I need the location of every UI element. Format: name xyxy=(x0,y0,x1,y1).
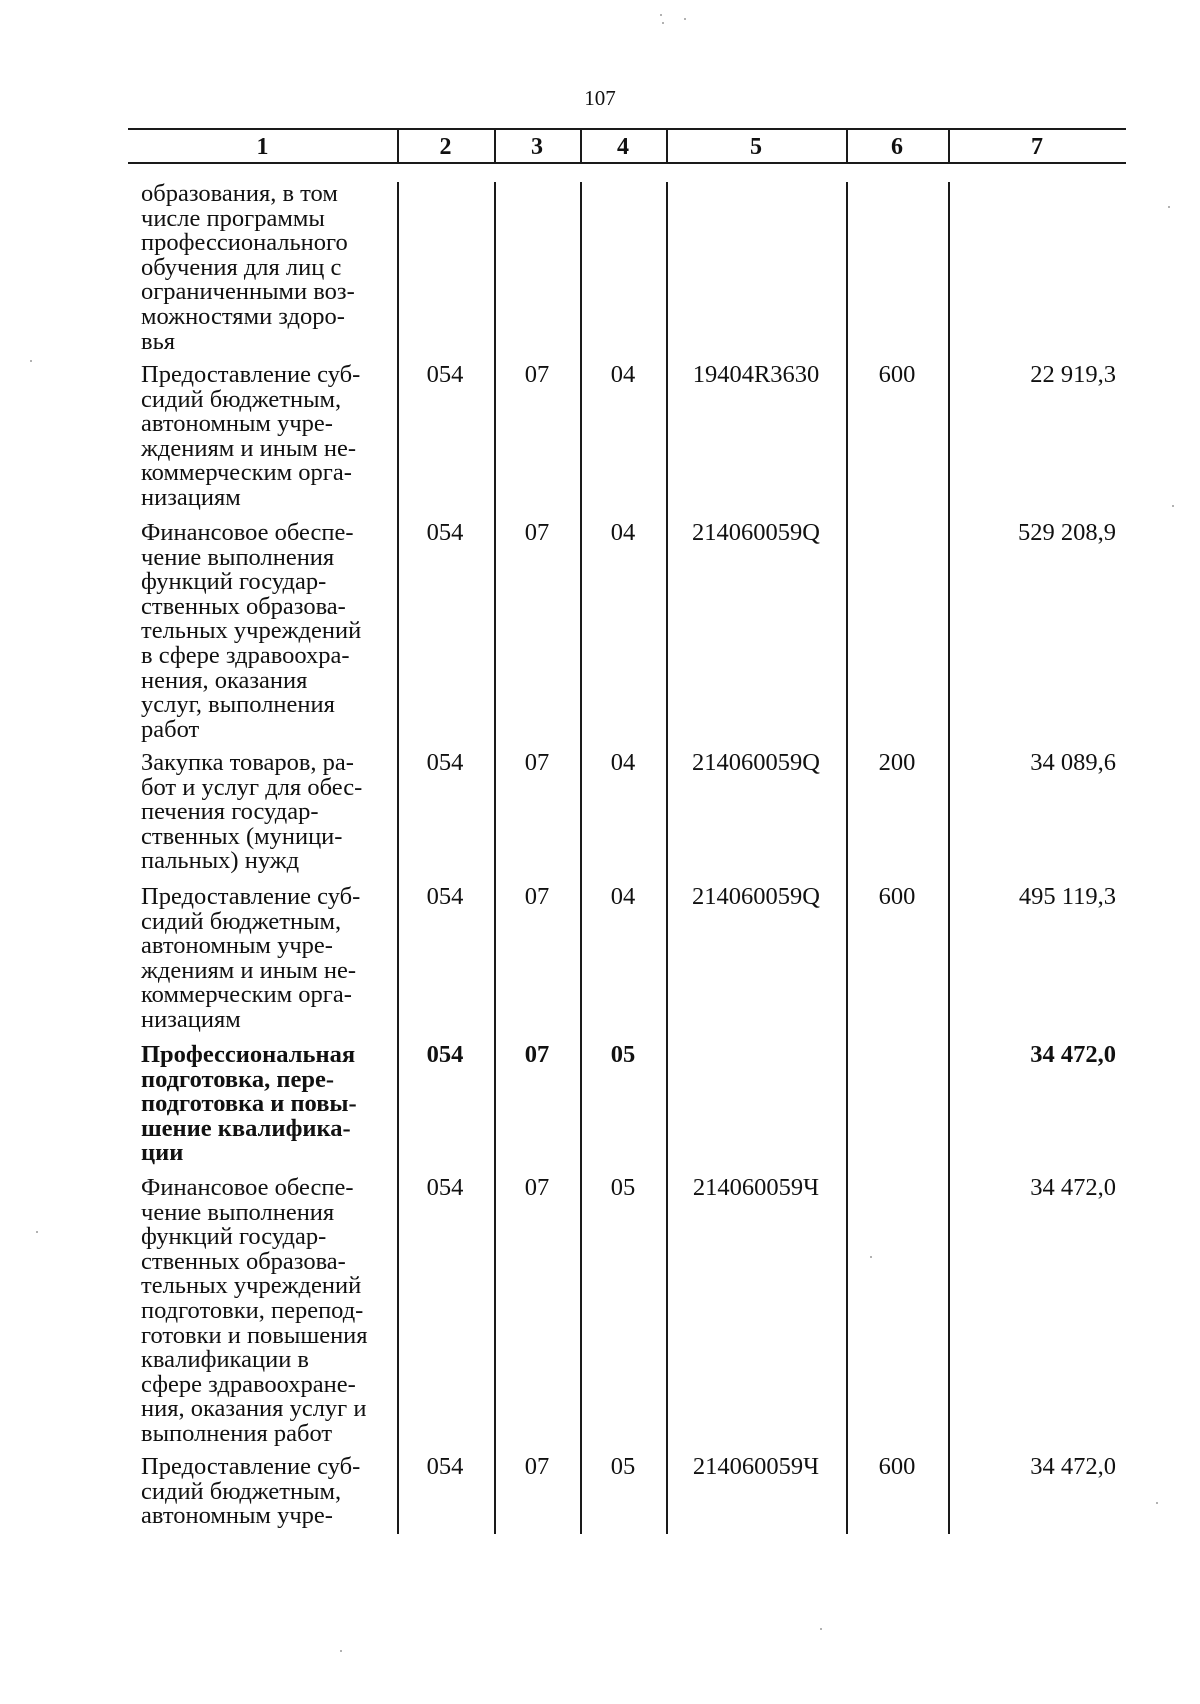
cell-subsection-code: 04 xyxy=(610,883,636,910)
cell-ministry-code: 054 xyxy=(426,1041,464,1068)
cell-subsection-code: 05 xyxy=(610,1174,636,1201)
cell-target-article: 214060059Q xyxy=(692,519,820,546)
scan-speck xyxy=(1156,1502,1158,1504)
cell-amount: 34 472,0 xyxy=(1030,1174,1116,1201)
scan-speck xyxy=(1168,206,1170,208)
cell-amount: 529 208,9 xyxy=(1018,519,1116,546)
cell-ministry-code: 054 xyxy=(426,1453,464,1480)
scan-speck xyxy=(660,14,662,16)
column-header-1: 1 xyxy=(256,134,269,160)
scan-speck xyxy=(870,1256,872,1258)
scan-speck xyxy=(30,360,32,362)
row-description: образования, в том числе программы профессионального обучения для лиц с ограниченными воз- можностями здоро- вья xyxy=(141,180,355,355)
cell-section-code: 07 xyxy=(524,1041,550,1068)
cell-expense-type: 600 xyxy=(878,361,916,388)
row-description: Профессиональная подготовка, пере- подготовка и повы- шение квалифика- ции xyxy=(141,1041,357,1167)
cell-section-code: 07 xyxy=(524,749,550,776)
cell-section-code: 07 xyxy=(524,883,550,910)
scan-speck xyxy=(36,1231,38,1233)
cell-ministry-code: 054 xyxy=(426,361,464,388)
cell-amount: 495 119,3 xyxy=(1018,883,1116,910)
scan-speck xyxy=(684,18,686,20)
cell-target-article: 214060059Ч xyxy=(692,1174,820,1201)
cell-target-article: 214060059Q xyxy=(692,749,820,776)
cell-amount: 22 919,3 xyxy=(1030,361,1116,388)
cell-amount: 34 089,6 xyxy=(1030,749,1116,776)
cell-target-article: 214060059Ч xyxy=(692,1453,820,1480)
column-header-5: 5 xyxy=(750,134,762,160)
row-description: Закупка товаров, ра- бот и услуг для обес- печения государ- ственных (муници- пальных) нужд xyxy=(141,749,363,875)
column-header-3: 3 xyxy=(531,134,543,160)
scan-speck xyxy=(662,22,664,24)
cell-amount: 34 472,0 xyxy=(1030,1453,1116,1480)
cell-expense-type: 600 xyxy=(878,1453,916,1480)
header-bottom-rule xyxy=(128,162,1126,164)
header-top-rule xyxy=(128,128,1126,130)
cell-expense-type: 200 xyxy=(878,749,916,776)
scan-speck xyxy=(340,1650,342,1652)
cell-ministry-code: 054 xyxy=(426,1174,464,1201)
row-description: Предоставление суб- сидий бюджетным, автономным учре- ждениям и иным не- коммерческим орга- низациям xyxy=(141,883,361,1033)
cell-subsection-code: 05 xyxy=(610,1041,636,1068)
cell-subsection-code: 04 xyxy=(610,361,636,388)
cell-section-code: 07 xyxy=(524,1174,550,1201)
cell-section-code: 07 xyxy=(524,519,550,546)
cell-subsection-code: 05 xyxy=(610,1453,636,1480)
row-description: Финансовое обеспе- чение выполнения функций государ- ственных образова- тельных учреждений в сфере здравоохра- нения, оказания услуг, выполнения работ xyxy=(141,519,362,743)
cell-ministry-code: 054 xyxy=(426,749,464,776)
column-separator xyxy=(397,182,399,1534)
cell-subsection-code: 04 xyxy=(610,749,636,776)
cell-amount: 34 472,0 xyxy=(1030,1041,1116,1068)
row-description: Финансовое обеспе- чение выполнения функций государ- ственных образова- тельных учреждений подготовки, перепод- готовки и повышения квалификации в сфере здравоохране- ния, оказания услуг и выполнения работ xyxy=(141,1174,368,1447)
row-description: Предоставление суб- сидий бюджетным, автономным учре- xyxy=(141,1453,361,1530)
scan-speck xyxy=(1172,505,1174,507)
page-number: 107 xyxy=(584,86,616,110)
cell-ministry-code: 054 xyxy=(426,519,464,546)
column-header-4: 4 xyxy=(617,134,629,160)
cell-subsection-code: 04 xyxy=(610,519,636,546)
row-description: Предоставление суб- сидий бюджетным, автономным учре- ждениям и иным не- коммерческим орга- низациям xyxy=(141,361,361,511)
column-header-2: 2 xyxy=(439,134,452,160)
cell-section-code: 07 xyxy=(524,361,550,388)
cell-target-article: 19404R3630 xyxy=(692,361,820,388)
column-header-7: 7 xyxy=(1031,134,1043,160)
cell-section-code: 07 xyxy=(524,1453,550,1480)
cell-expense-type: 600 xyxy=(878,883,916,910)
cell-target-article: 214060059Q xyxy=(692,883,820,910)
column-header-6: 6 xyxy=(891,134,903,160)
cell-ministry-code: 054 xyxy=(426,883,464,910)
scan-speck xyxy=(820,1628,822,1630)
